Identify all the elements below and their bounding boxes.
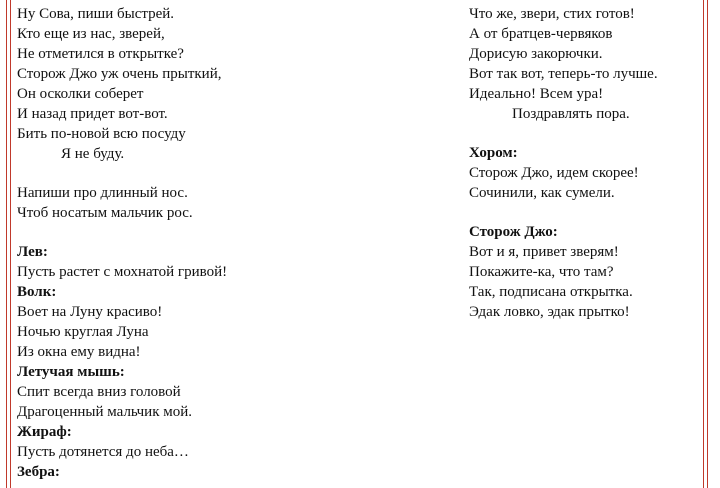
speaker-bat: Летучая мышь: — [17, 364, 125, 380]
verse-line: Сочинили, как сумели. — [469, 185, 615, 201]
verse-line: Воет на Луну красиво! — [17, 304, 163, 320]
verse-line: И назад придет вот-вот. — [17, 106, 168, 122]
verse-line: Дорисую закорючки. — [469, 46, 603, 62]
verse-line-indented: Поздравлять пора. — [512, 106, 630, 122]
verse-line: Он осколки соберет — [17, 86, 144, 102]
verse-line: Сторож Джо, идем скорее! — [469, 165, 639, 181]
verse-line: Ну Сова, пиши быстрей. — [17, 6, 175, 22]
speaker-lion: Лев: — [17, 244, 48, 260]
verse-line: Так, подписана открытка. — [469, 284, 633, 300]
verse-line: Покажите-ка, что там? — [469, 264, 614, 280]
verse-line: Сторож Джо уж очень прыткий, — [17, 66, 222, 82]
stanza-gap — [17, 223, 227, 242]
verse-line-indented: Я не буду. — [61, 146, 125, 162]
speaker-watchman-joe: Сторож Джо: — [469, 224, 558, 240]
verse-line: Вот и я, привет зверям! — [469, 244, 619, 260]
verse-line: Из окна ему видна! — [17, 344, 141, 360]
verse-line: Что же, звери, стих готов! — [469, 6, 635, 22]
speaker-wolf: Волк: — [17, 284, 57, 300]
stanza-gap — [17, 164, 227, 183]
verse-line: Эдак ловко, эдак прытко! — [469, 304, 630, 320]
speaker-giraffe: Жираф: — [17, 424, 72, 440]
verse-line: Напиши про длинный нос. — [17, 185, 188, 201]
verse-line: Пусть растет с мохнатой гривой! — [17, 264, 228, 280]
stanza-gap — [469, 203, 658, 222]
verse-line: Идеально! Всем ура! — [469, 86, 604, 102]
speaker-chorus: Хором: — [469, 145, 518, 161]
speaker-zebra: Зебра: — [17, 464, 60, 480]
verse-line: Чтоб носатым мальчик рос. — [17, 205, 193, 221]
left-column — [17, 4, 227, 482]
stanza-gap — [469, 124, 658, 143]
verse-line: Вот так вот, теперь-то лучше. — [469, 66, 658, 82]
verse-line: Бить по-новой всю посуду — [17, 126, 186, 142]
verse-line: Ночью круглая Луна — [17, 324, 149, 340]
verse-line: Не отметился в открытке? — [17, 46, 184, 62]
verse-line: Спит всегда вниз головой — [17, 384, 181, 400]
verse-line: Пусть дотянется до неба… — [17, 444, 189, 460]
verse-line: Кто еще из нас, зверей, — [17, 26, 165, 42]
right-column — [469, 4, 658, 322]
verse-line: Драгоценный мальчик мой. — [17, 404, 193, 420]
verse-line: А от братцев-червяков — [469, 26, 613, 42]
